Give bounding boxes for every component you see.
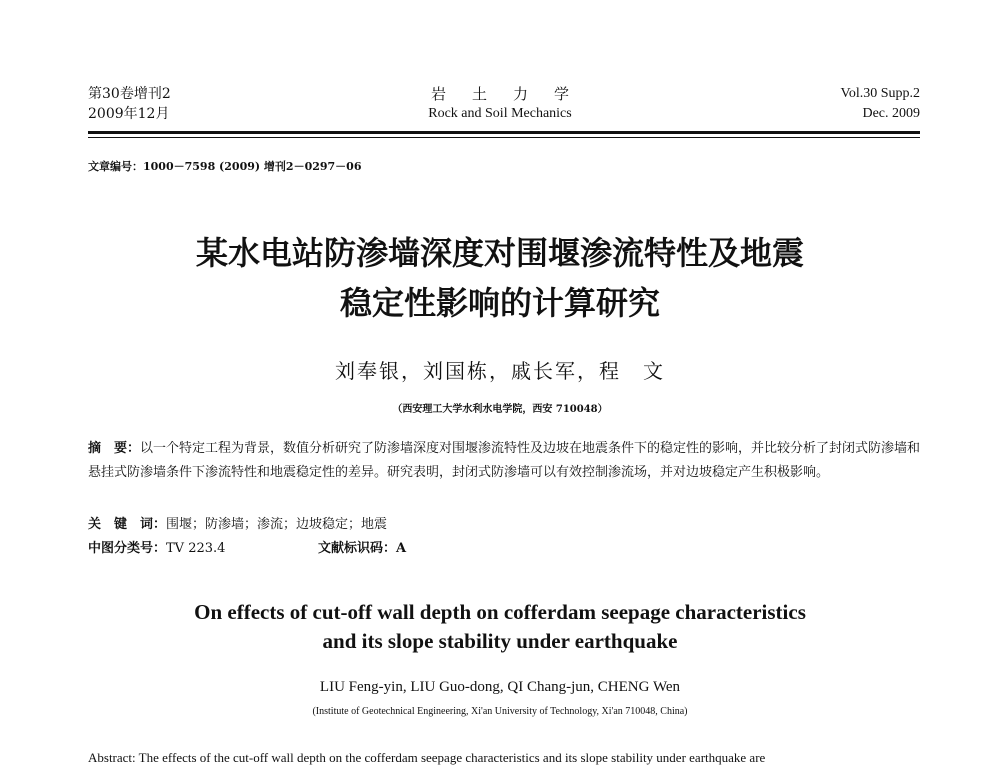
volume-en: Vol.30 Supp.2 (840, 86, 920, 101)
keywords-cn-text: 围堰；防渗墙；渗流；边坡稳定；地震 (166, 517, 388, 532)
doc-code-label: 文献标识码： (318, 541, 397, 556)
abstract-cn (88, 437, 924, 485)
title-cn-line1: 某水电站防渗墙深度对围堰渗流特性及地震 (195, 234, 804, 272)
abstract-cn-text: 以一个特定工程为背景，数值分析研究了防渗墙深度对围堰渗流特性及边坡在地震条件下的稳定性的影响，并比较分析了封闭式防渗墙和悬挂式防渗墙条件下渗流特性和地震稳定性的差异。研究表明，封闭式防渗墙可以有效控制渗流场，并对边坡稳定产生积极影响。 (88, 441, 921, 480)
date-cn: 2009年12月 (88, 106, 170, 122)
affiliation-cn: （西安理工大学水利水电学院，西安 710048） (392, 404, 608, 415)
clc-label: 中图分类号： (88, 541, 167, 556)
header-rule-thick (88, 131, 920, 134)
document-code (318, 537, 406, 556)
abstract-cn-label: 摘 要： (88, 441, 141, 456)
title-en-line1: On effects of cut-off wall depth on cofferdam seepage characteristics (194, 600, 806, 624)
clc-text: TV 223.4 (166, 541, 226, 556)
keywords-cn-label: 关 键 词： (88, 517, 167, 532)
clc-number (88, 537, 225, 556)
authors-en: LIU Feng-yin, LIU Guo-dong, QI Chang-jun, CHENG Wen (319, 679, 681, 695)
title-cn (0, 228, 1000, 328)
date-en: Dec. 2009 (862, 106, 920, 121)
title-cn-line2: 稳定性影响的计算研究 (339, 284, 660, 322)
header-rule-thin (88, 137, 920, 138)
authors-cn: 刘奉银，刘国栋，戚长军，程 文 (335, 359, 665, 383)
article-number: 文章编号：1000－7598 (2009) 增刊2－0297－06 (88, 160, 362, 173)
title-en (0, 598, 1000, 656)
journal-name-en: Rock and Soil Mechanics (428, 106, 572, 121)
volume-cn: 第30卷增刊2 (88, 86, 171, 102)
affiliation-en: (Institute of Geotechnical Engineering, Xi'an University of Technology, Xi'an 710048, China) (312, 706, 688, 717)
abstract-en-partial: Abstract: The effects of the cut-off wall depth on the cofferdam seepage characteristics and its slope stability under earthquake are (88, 750, 766, 765)
header-right (841, 84, 920, 124)
keywords-cn (88, 513, 387, 532)
journal-name-cn: 岩土力学 (430, 85, 595, 103)
title-en-line2: and its slope stability under earthquake (322, 629, 678, 653)
doc-code-text: A (396, 541, 407, 556)
